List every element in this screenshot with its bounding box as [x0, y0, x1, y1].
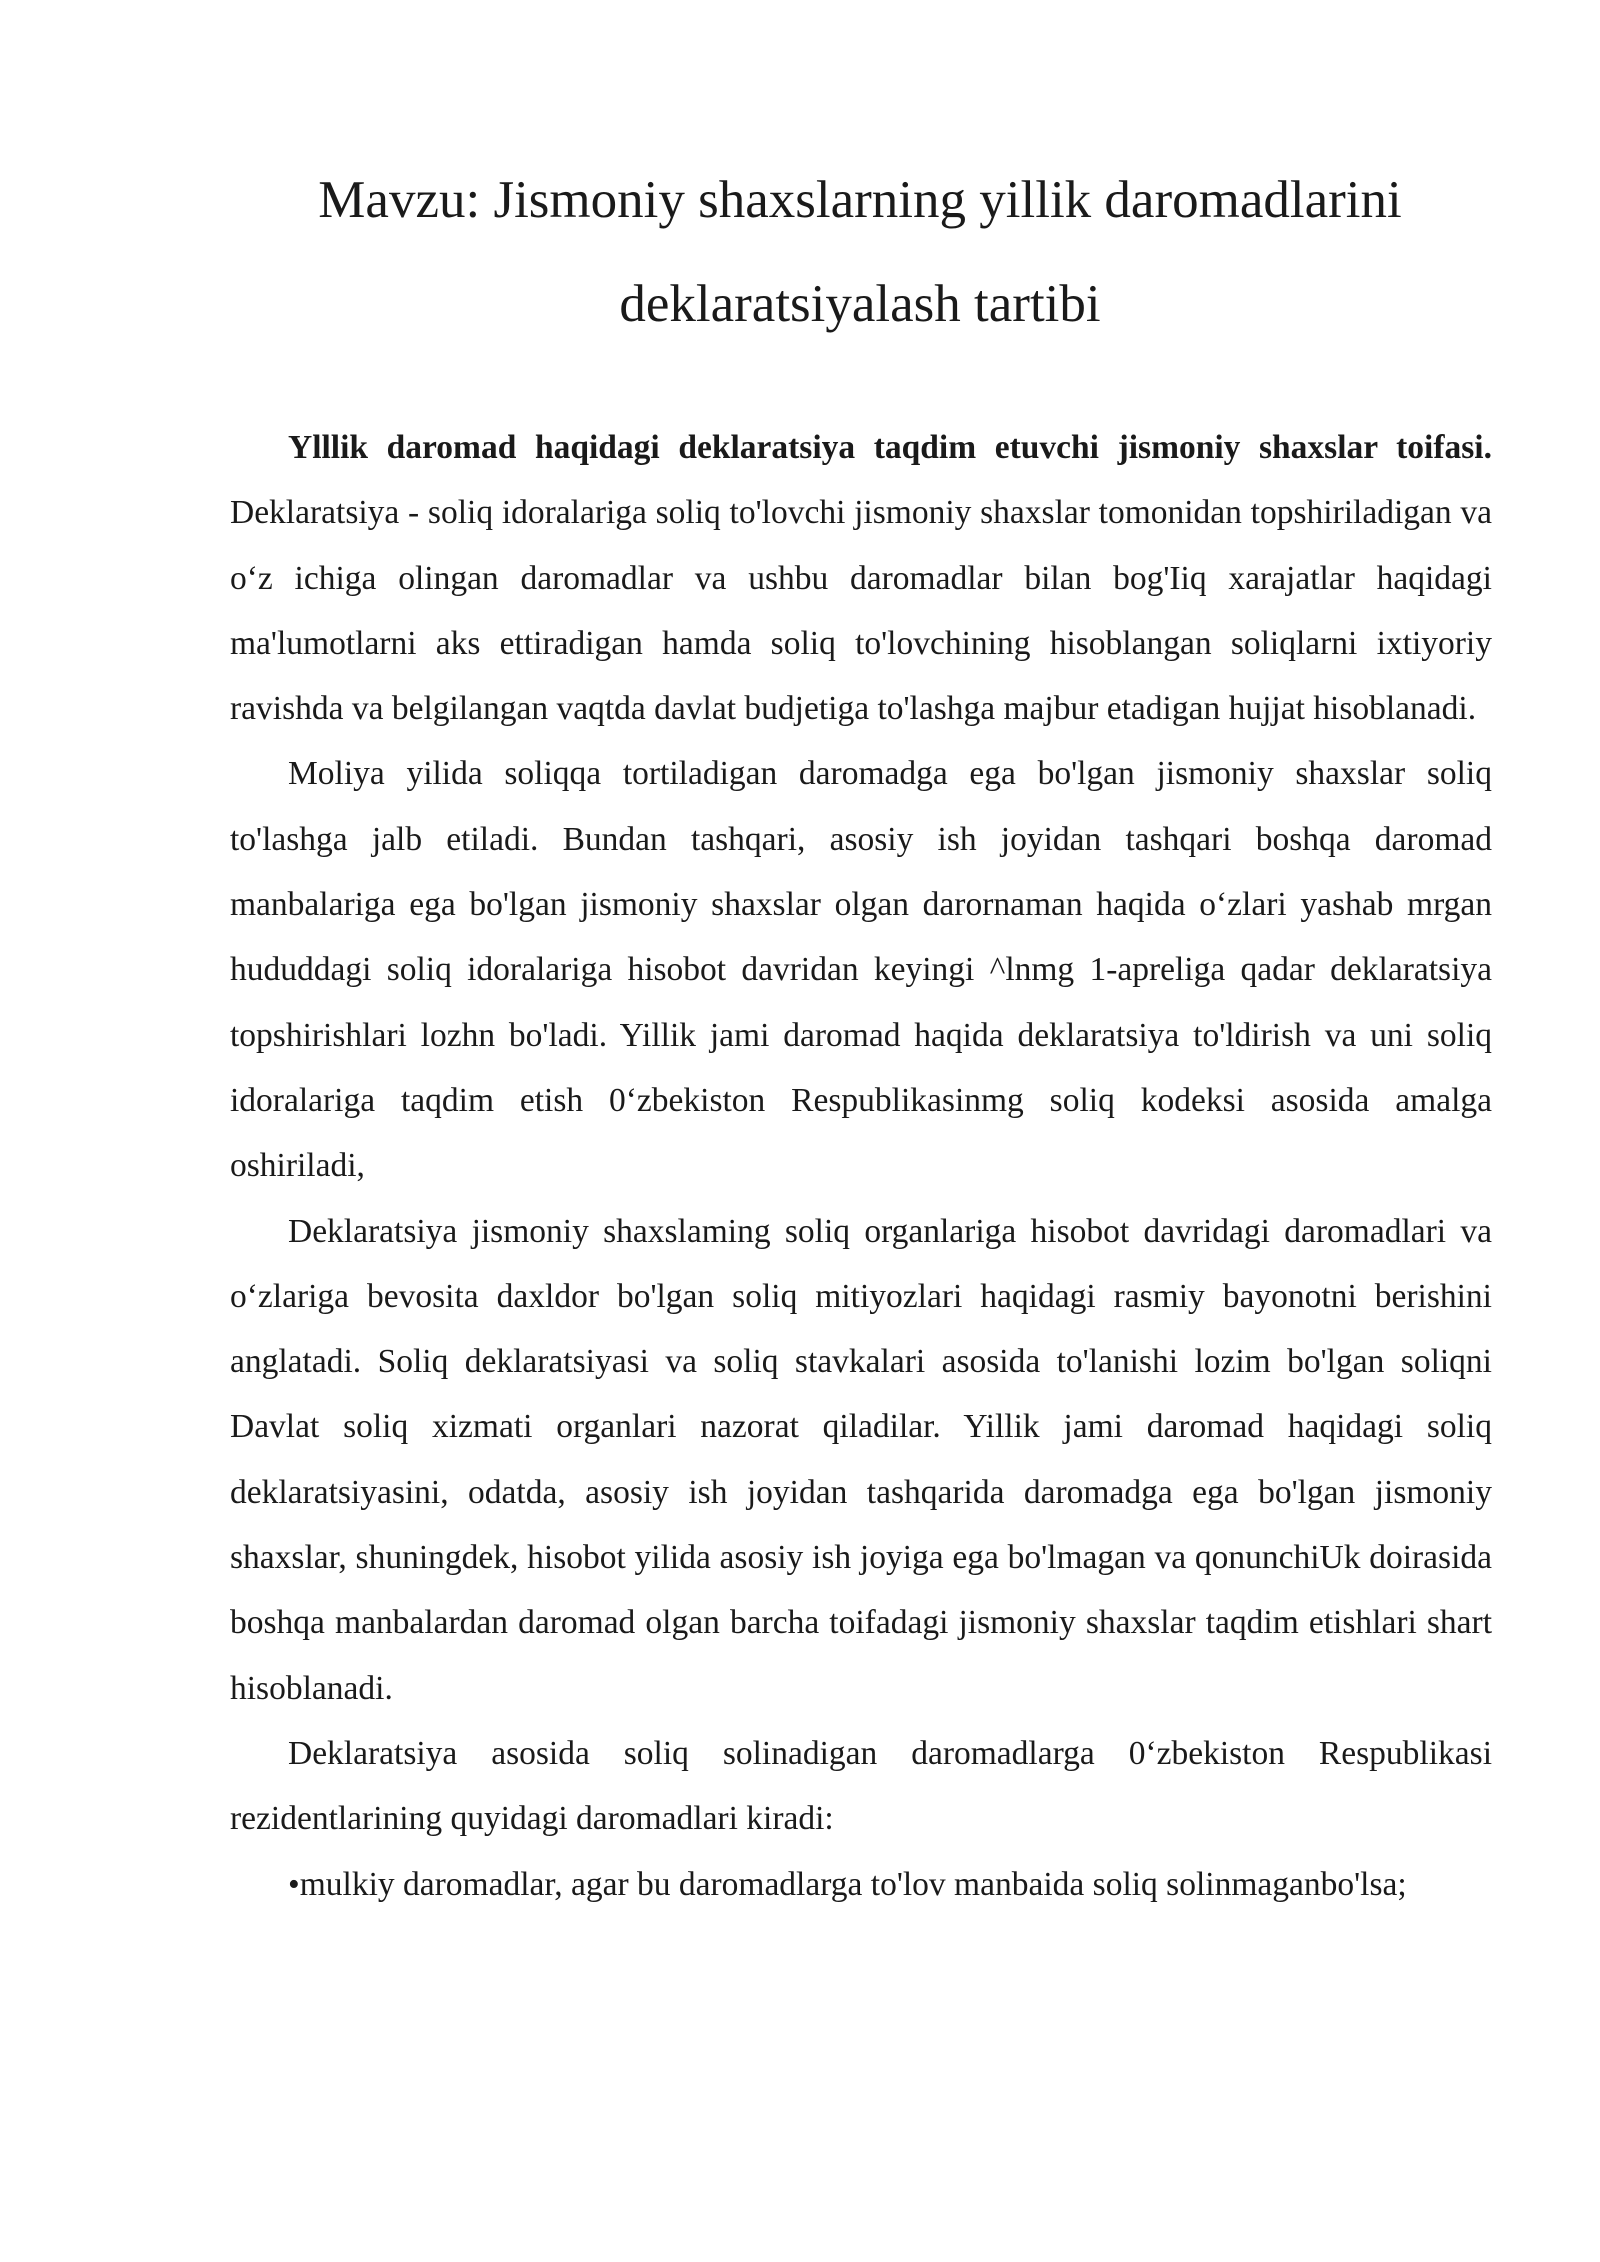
title-line-1: Mavzu: Jismoniy shaxslarning yillik daromadlarini	[318, 171, 1402, 229]
bullet-item-1: •mulkiy daromadlar, agar bu daromadlarga to'lov manbaida soliq solinmaganbo'lsa;	[288, 1865, 1407, 1903]
paragraph-4: Deklaratsiya asosida soliq solinadigan daromadlarga 0‘zbekiston Respublikasi rezidentlarining quyidagi daromadlari kiradi:	[230, 1734, 1492, 1838]
paragraph-1	[230, 415, 1492, 741]
document-body	[230, 415, 1492, 1917]
paragraph-3: Deklaratsiya jismoniy shaxslaming soliq organlariga hisobot davridagi daromadlari va o‘zlariga bevosita daxldor bo'lgan soliq mitiyozlari haqidagi rasmiy bayonotni berishini anglatadi. Soliq deklaratsiyasi va soliq stavkalari asosida to'lanishi lozim bo'lgan soliqni Davlat soliq xizmati organlari nazorat qiladilar. Yillik jami daromad haqidagi soliq deklaratsiyasini, odatda, asosiy ish joyidan tashqarida daromadga ega bo'lgan jismoniy shaxslar, shuningdek, hisobot yilida asosiy ish joyiga ega bo'lmagan va qonunchiUk doirasida boshqa manbalardan daromad olgan barcha toifadagi jismoniy shaxslar taqdim etishlari shart hisoblanadi.	[230, 1212, 1492, 1707]
title-line-2: deklaratsiyalash tartibi	[619, 275, 1101, 333]
paragraph-2: Moliya yilida soliqqa tortiladigan daromadga ega bo'lgan jismoniy shaxslar soliq to'lashga jalb etiladi. Bundan tashqari, asosiy ish joyidan tashqari boshqa daromad manbalariga ega bo'lgan jismoniy shaxslar olgan darornaman haqida o‘zlari yashab mrgan hududdagi soliq idoralariga hisobot davridan keyingi ^lnmg 1-apreliga qadar deklaratsiya topshirishlari lozhn bo'ladi. Yillik jami daromad haqida deklaratsiya to'ldirish va uni soliq idoralariga taqdim etish 0‘zbekiston Respublikasinmg soliq kodeksi asosida amalga oshiriladi,	[230, 755, 1492, 1185]
document-title	[200, 148, 1520, 356]
paragraph-1-lead: Ylllik daromad haqidagi deklaratsiya taqdim etuvchi jismoniy shaxslar toifasi.	[288, 429, 1492, 466]
paragraph-1-text: Deklaratsiya - soliq idoralariga soliq to'lovchi jismoniy shaxslar tomonidan topshiriladigan va o‘z ichiga olingan daromadlar va ushbu daromadlar bilan bog'Iiq xarajatlar haqidagi ma'lumotlarni aks ettiradigan hamda soliq to'lovchining hisoblangan soliqlarni ixtiyoriy ravishda va belgilangan vaqtda davlat budjetiga to'lashga majbur etadigan hujjat hisoblanadi.	[230, 494, 1492, 728]
